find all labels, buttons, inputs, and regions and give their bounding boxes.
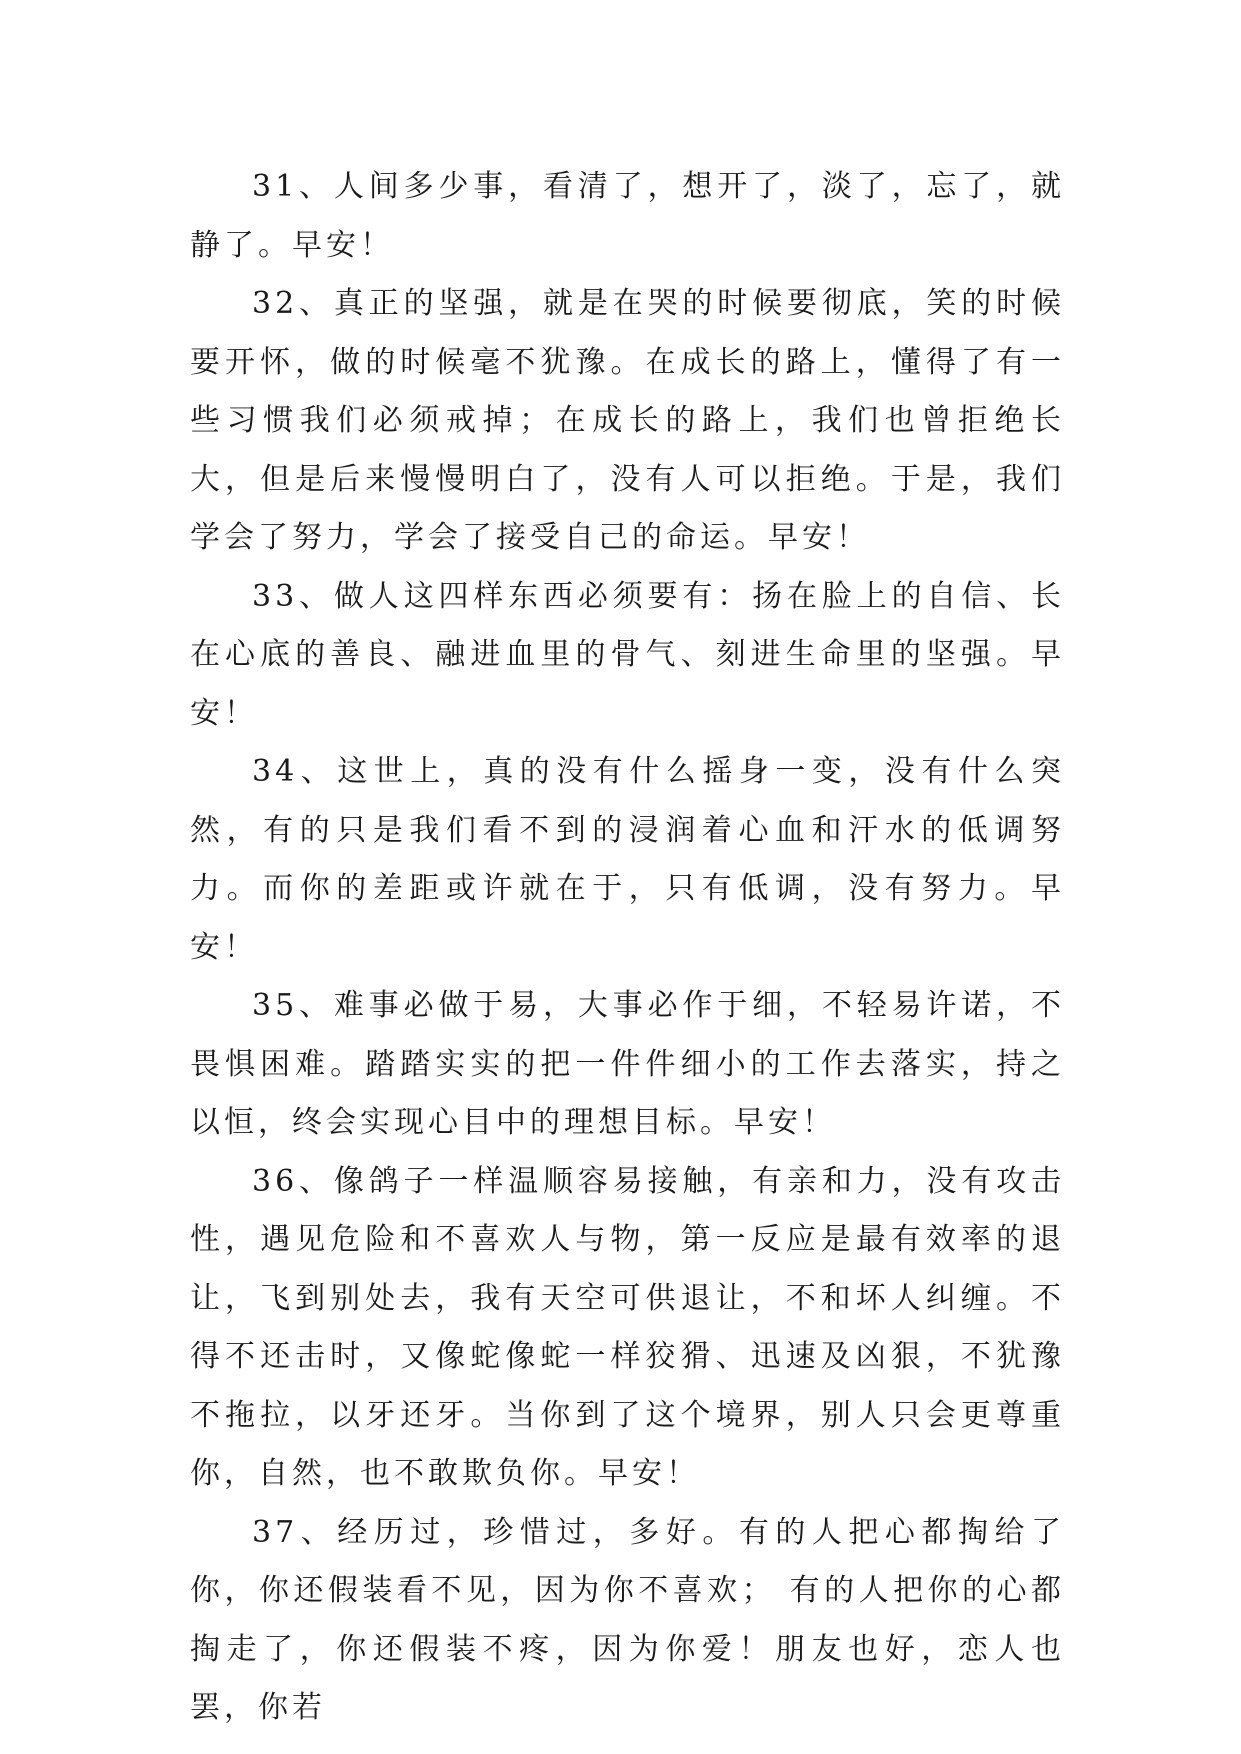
paragraph-34: 34、这世上，真的没有什么摇身一变，没有什么突然，有的只是我们看不到的浸润着心血和汗水的低调努力。而你的差距或许就在于，只有低调，没有努力。早安！	[190, 754, 1065, 965]
document-body	[190, 158, 1065, 1738]
paragraph-33: 33、做人这四样东西必须要有：扬在脸上的自信、长在心底的善良、融进血里的骨气、刻进生命里的坚强。早安！	[190, 578, 1065, 731]
paragraph-32: 32、真正的坚强，就是在哭的时候要彻底，笑的时候要开怀，做的时候毫不犹豫。在成长的路上，懂得了有一些习惯我们必须戒掉；在成长的路上，我们也曾拒绝长大，但是后来慢慢明白了，没有人可以拒绝。于是，我们学会了努力，学会了接受自己的命运。早安！	[190, 286, 1065, 555]
paragraph-37: 37、经历过，珍惜过，多好。有的人把心都掏给了你，你还假装看不见，因为你不喜欢； 有的人把你的心都掏走了，你还假装不疼，因为你爱！朋友也好，恋人也罢，你若	[190, 1514, 1065, 1725]
paragraph-35: 35、难事必做于易，大事必作于细，不轻易许诺，不畏惧困难。踏踏实实的把一件件细小的工作去落实，持之以恒，终会实现心目中的理想目标。早安！	[190, 988, 1065, 1140]
paragraph-31: 31、人间多少事，看清了，想开了，淡了，忘了，就静了。早安！	[190, 169, 1065, 263]
paragraph-36: 36、像鸽子一样温顺容易接触，有亲和力，没有攻击性，遇见危险和不喜欢人与物，第一反应是最有效率的退让，飞到别处去，我有天空可供退让，不和坏人纠缠。不得不还击时，又像蛇像蛇一样狡猾、迅速及凶狠，不犹豫不拖拉，以牙还牙。当你到了这个境界，别人只会更尊重你，自然，也不敢欺负你。早安！	[190, 1163, 1065, 1491]
